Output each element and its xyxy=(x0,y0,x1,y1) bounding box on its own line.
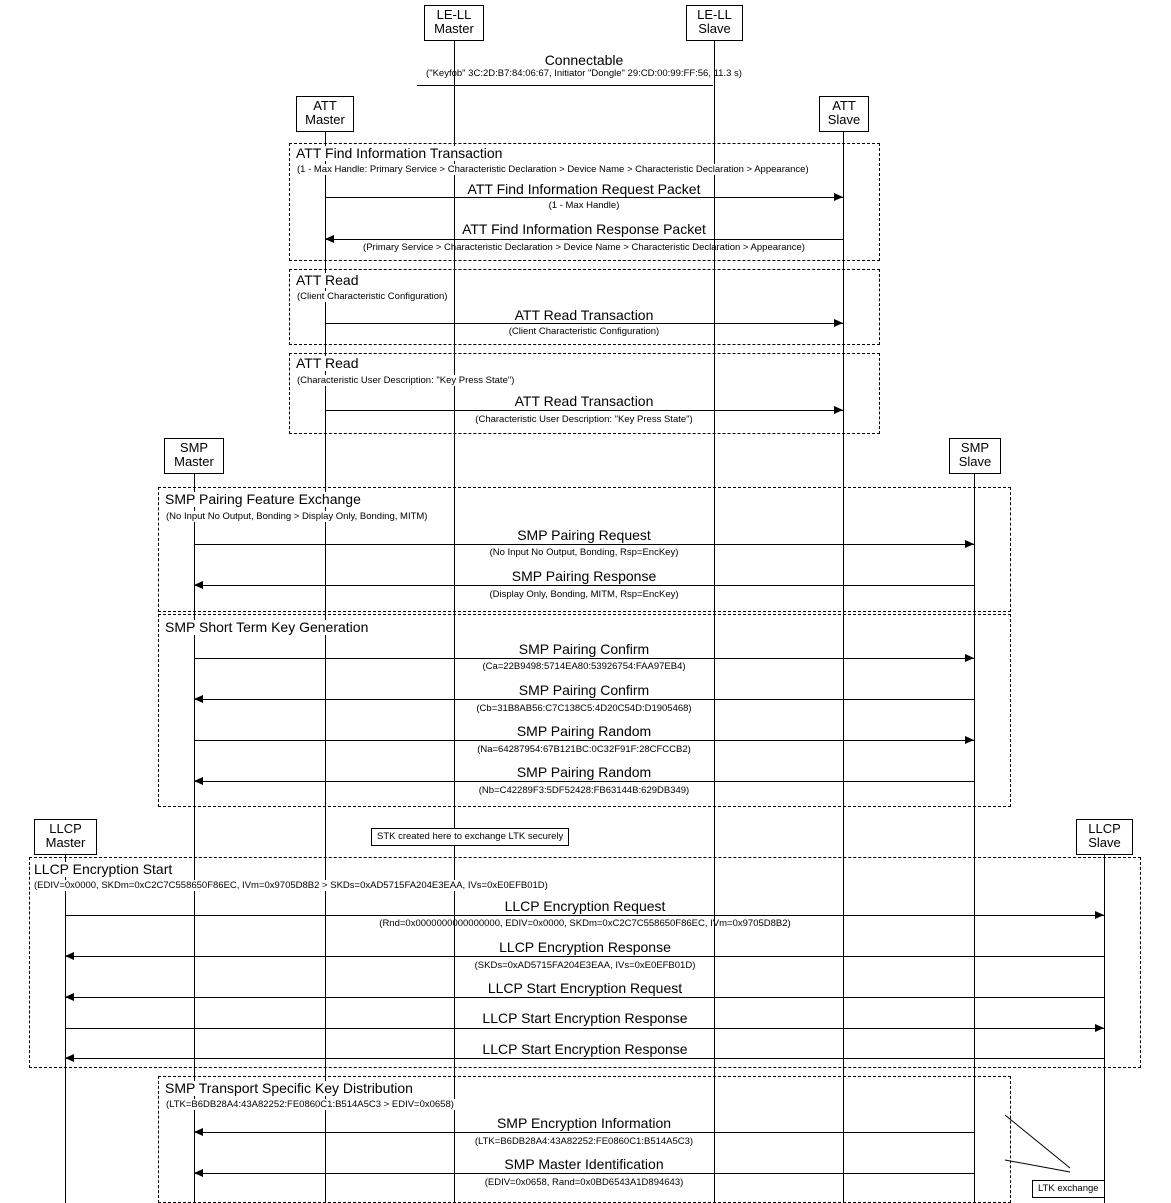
lifeline-head-line1: LE-LL xyxy=(436,7,472,22)
arrowhead-att-find-information-response xyxy=(325,235,334,243)
connectable-sub: ("Keyfob" 3C:2D:B7:84:06:67, Initiator "Dongle" 29:CD:00:99:FF:56, 11.3 s) xyxy=(426,68,742,79)
msg-sub-smp-pairing-random-a: (Na=64287954:67B121BC:0C32F91F:28CFCCB2) xyxy=(477,744,691,755)
frame-title-att-find-information-transaction: ATT Find Information Transaction xyxy=(296,145,503,161)
msg-label-att-read-transaction-user-desc: ATT Read Transaction xyxy=(514,393,654,409)
arrow-llcp-encryption-response xyxy=(65,956,1104,957)
lifeline-head-line1: ATT xyxy=(832,98,856,113)
msg-label-smp-pairing-confirm-a: SMP Pairing Confirm xyxy=(518,641,650,657)
arrowhead-smp-pairing-request xyxy=(965,540,974,548)
lifeline-head-line1: SMP xyxy=(960,440,990,455)
msg-sub-att-find-information-response: (Primary Service > Characteristic Declaration > Device Name > Characteristic Declaration > Appearance) xyxy=(363,242,805,253)
arrow-att-find-information-response xyxy=(325,239,843,240)
lifeline-head-line1: LE-LL xyxy=(697,7,732,22)
arrow-smp-master-identification xyxy=(194,1173,974,1174)
msg-sub-smp-pairing-request: (No Input No Output, Bonding, Rsp=EncKey) xyxy=(489,547,679,558)
frame-sub-smp-pairing-feature-exchange: (No Input No Output, Bonding > Display Only, Bonding, MITM) xyxy=(166,511,428,522)
lifeline-head-att-slave xyxy=(819,96,869,132)
lifeline-head-line1: ATT xyxy=(313,98,337,113)
msg-sub-att-read-transaction-ccc: (Client Characteristic Configuration) xyxy=(508,326,660,337)
arrowhead-llcp-start-encryption-response-2 xyxy=(65,1054,74,1062)
arrowhead-att-read-transaction-ccc xyxy=(834,319,843,327)
msg-sub-smp-master-identification: (EDIV=0x0658, Rand=0x0BD6543A1D894643) xyxy=(484,1177,684,1188)
lifeline-head-line2: Slave xyxy=(1088,835,1121,850)
msg-sub-llcp-encryption-request: (Rnd=0x0000000000000000, EDIV=0x0000, SKDm=0xC2C7C558650F86EC, IVm=0x9705D8B2) xyxy=(379,918,791,929)
arrowhead-smp-pairing-confirm-b xyxy=(194,695,203,703)
msg-label-llcp-start-encryption-response-1: LLCP Start Encryption Response xyxy=(482,1010,688,1026)
msg-label-att-read-transaction-ccc: ATT Read Transaction xyxy=(514,307,654,323)
arrow-att-read-transaction-user-desc xyxy=(325,410,843,411)
arrowhead-att-read-transaction-user-desc xyxy=(834,406,843,414)
arrow-smp-pairing-random-a xyxy=(194,740,974,741)
frame-title-smp-short-term-key-generation: SMP Short Term Key Generation xyxy=(165,619,369,635)
lifeline-head-line2: Master xyxy=(305,112,345,127)
msg-sub-smp-pairing-confirm-a: (Ca=22B9498:5714EA80:53926754:FAA97EB4) xyxy=(482,661,686,672)
frame-sub-smp-transport-specific-key-distribution: (LTK=B6DB28A4:43A82252:FE0860C1:B514A5C3 > EDIV=0x0658) xyxy=(166,1099,454,1110)
arrow-smp-encryption-information xyxy=(194,1132,974,1133)
arrow-smp-pairing-confirm-b xyxy=(194,699,974,700)
lifeline-head-le-ll-master xyxy=(424,5,484,41)
lifeline-head-line2: Slave xyxy=(958,454,992,469)
frame-title-att-read-user-description: ATT Read xyxy=(296,355,359,371)
arrowhead-smp-pairing-random-a xyxy=(965,736,974,744)
lifeline-head-line2: Master xyxy=(45,835,86,850)
frame-title-smp-pairing-feature-exchange: SMP Pairing Feature Exchange xyxy=(165,491,361,507)
msg-label-llcp-encryption-response: LLCP Encryption Response xyxy=(499,939,671,955)
msg-label-smp-encryption-information: SMP Encryption Information xyxy=(496,1115,672,1131)
msg-label-smp-master-identification: SMP Master Identification xyxy=(504,1156,664,1172)
msg-sub-att-read-transaction-user-desc: (Characteristic User Description: "Key Press State") xyxy=(475,414,693,425)
ltk-note-leader-lines xyxy=(1000,1110,1140,1185)
lifeline-head-smp-master xyxy=(164,438,224,474)
lifeline-head-line2: Slave xyxy=(698,21,731,36)
lifeline-head-le-ll-slave xyxy=(686,5,743,41)
lifeline-head-line1: SMP xyxy=(179,440,209,455)
msg-label-att-find-information-response: ATT Find Information Response Packet xyxy=(462,221,706,237)
frame-title-att-read-ccc: ATT Read xyxy=(296,272,359,288)
msg-sub-smp-pairing-response: (Display Only, Bonding, MITM, Rsp=EncKey) xyxy=(489,589,679,600)
arrowhead-llcp-start-encryption-request xyxy=(65,993,74,1001)
arrowhead-llcp-start-encryption-response-1 xyxy=(1095,1024,1104,1032)
connectable-line xyxy=(417,85,713,86)
lifeline-head-line1: LLCP xyxy=(1088,821,1121,836)
arrow-att-read-transaction-ccc xyxy=(325,323,843,324)
arrow-smp-pairing-random-b xyxy=(194,781,974,782)
arrowhead-llcp-encryption-response xyxy=(65,952,74,960)
arrow-smp-pairing-request xyxy=(194,544,974,545)
frame-sub-llcp-encryption-start: (EDIV=0x0000, SKDm=0xC2C7C558650F86EC, IVm=0x9705D8B2 > SKDs=0xAD5715FA204E3EAA, IVs=0xE0EFB01D) xyxy=(34,880,548,891)
frame-sub-att-read-ccc: (Client Characteristic Configuration) xyxy=(297,291,448,302)
msg-sub-smp-pairing-random-b: (Nb=C42289F3:5DF52428:FB63144B:629DB349) xyxy=(478,785,690,796)
arrow-smp-pairing-confirm-a xyxy=(194,658,974,659)
msg-label-llcp-start-encryption-response-2: LLCP Start Encryption Response xyxy=(482,1041,688,1057)
note-stk-created: STK created here to exchange LTK securely xyxy=(371,828,569,846)
connectable-label: Connectable xyxy=(544,52,624,68)
frame-title-llcp-encryption-start: LLCP Encryption Start xyxy=(34,861,173,877)
msg-label-smp-pairing-request: SMP Pairing Request xyxy=(517,527,651,543)
msg-label-smp-pairing-response: SMP Pairing Response xyxy=(511,568,657,584)
msg-label-smp-pairing-random-a: SMP Pairing Random xyxy=(516,723,652,739)
arrowhead-llcp-encryption-request xyxy=(1095,911,1104,919)
lifeline-head-line2: Master xyxy=(174,454,214,469)
msg-label-smp-pairing-random-b: SMP Pairing Random xyxy=(516,764,652,780)
msg-label-llcp-encryption-request: LLCP Encryption Request xyxy=(504,898,666,914)
lifeline-head-smp-slave xyxy=(949,438,1001,474)
arrow-smp-pairing-response xyxy=(194,585,974,586)
lifeline-head-line2: Master xyxy=(434,21,474,36)
msg-label-llcp-start-encryption-request: LLCP Start Encryption Request xyxy=(487,980,683,996)
lifeline-head-line1: LLCP xyxy=(49,821,82,836)
msg-sub-att-find-information-request: (1 - Max Handle) xyxy=(548,200,620,211)
msg-sub-smp-encryption-information: (LTK=B6DB28A4:43A82252:FE0860C1:B514A5C3) xyxy=(474,1136,694,1147)
arrow-llcp-start-encryption-request xyxy=(65,997,1104,998)
lifeline-head-att-master xyxy=(296,96,354,132)
arrowhead-smp-pairing-response xyxy=(194,581,203,589)
frame-sub-att-find-information-transaction: (1 - Max Handle: Primary Service > Characteristic Declaration > Device Name > Characteristic Declaration > Appearance) xyxy=(297,164,809,175)
arrow-att-find-information-request xyxy=(325,197,843,198)
arrowhead-smp-pairing-confirm-a xyxy=(965,654,974,662)
msg-label-att-find-information-request: ATT Find Information Request Packet xyxy=(467,181,701,197)
arrowhead-att-find-information-request xyxy=(834,193,843,201)
lifeline-head-line2: Slave xyxy=(827,112,861,127)
frame-title-smp-transport-specific-key-distribution: SMP Transport Specific Key Distribution xyxy=(165,1080,413,1096)
lifeline-head-llcp-master xyxy=(34,819,97,855)
arrow-llcp-start-encryption-response-2 xyxy=(65,1058,1104,1059)
note-ltk-exchange: LTK exchange xyxy=(1032,1180,1105,1198)
arrowhead-smp-encryption-information xyxy=(194,1128,203,1136)
msg-label-smp-pairing-confirm-b: SMP Pairing Confirm xyxy=(518,682,650,698)
frame-sub-att-read-user-description: (Characteristic User Description: "Key Press State") xyxy=(297,375,515,386)
arrowhead-smp-pairing-random-b xyxy=(194,777,203,785)
arrow-llcp-start-encryption-response-1 xyxy=(65,1028,1104,1029)
msg-sub-llcp-encryption-response: (SKDs=0xAD5715FA204E3EAA, IVs=0xE0EFB01D) xyxy=(474,960,696,971)
arrowhead-smp-master-identification xyxy=(194,1169,203,1177)
arrow-llcp-encryption-request xyxy=(65,915,1104,916)
lifeline-head-llcp-slave xyxy=(1076,819,1133,855)
connectable-label-group xyxy=(284,52,884,80)
msg-sub-smp-pairing-confirm-b: (Cb=31B8AB56:C7C138C5:4D20C54D:D1905468) xyxy=(476,703,692,714)
